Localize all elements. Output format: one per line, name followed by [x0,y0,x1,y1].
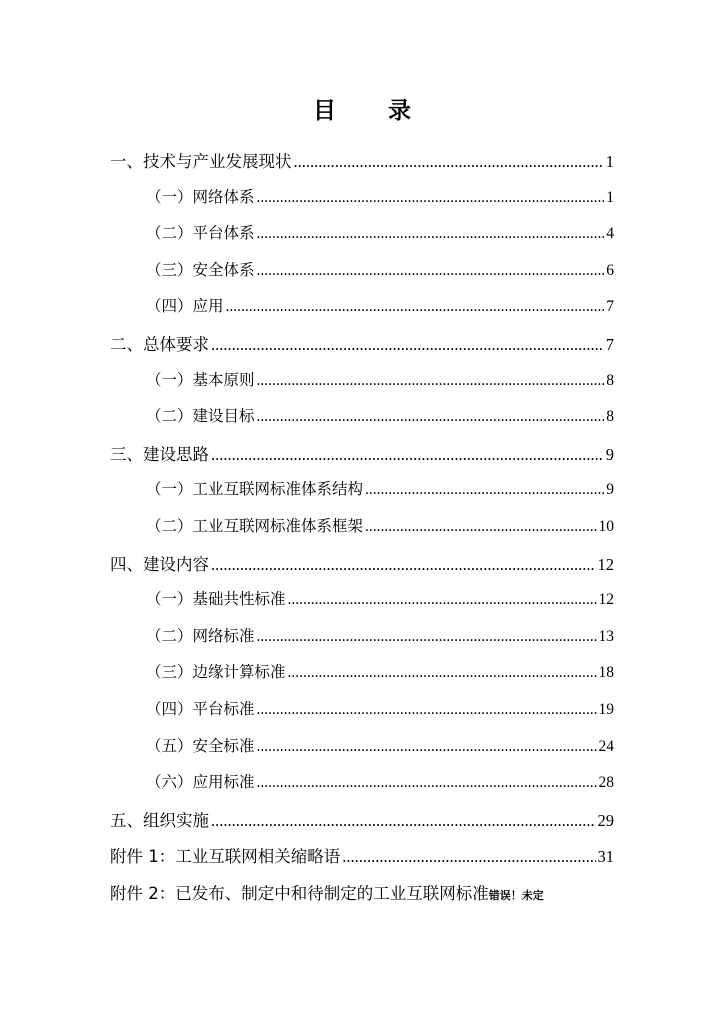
toc-page-number: 12 [598,591,614,609]
toc-dot-leader [288,663,597,682]
toc-entry[interactable] [110,807,614,844]
toc-entry-label: （一）基本原则 [146,370,255,389]
toc-page-number: 7 [605,334,614,354]
toc-page-number: 31 [597,847,614,867]
toc-dot-leader [257,224,605,243]
toc-dot-leader [257,371,605,390]
toc-entry[interactable] [110,294,614,331]
toc-dot-leader [342,847,595,867]
toc-entry[interactable] [110,660,614,697]
toc-entry[interactable] [110,770,614,807]
toc-dot-leader [257,737,597,756]
toc-entry[interactable] [110,258,614,295]
toc-dot-leader [211,555,596,575]
toc-page-number: 13 [598,627,614,645]
toc-entry-label: 五、组织实施 [110,810,209,830]
toc-dot-leader [211,811,596,831]
toc-entry[interactable] [110,734,614,771]
toc-entry-label: （二）网络标准 [146,626,255,645]
toc-dot-leader [211,335,604,355]
toc-entry-label: （二）平台体系 [146,224,255,243]
toc-page-number: 1 [605,152,614,171]
toc-dot-leader [257,407,605,426]
toc-page-number: 8 [606,408,614,426]
toc-entry-label: （五）安全标准 [146,736,255,755]
toc-entry-label: （一）基础共性标准 [146,590,286,609]
toc-entry-label: （二）建设目标 [146,407,255,426]
toc-page-number: 24 [598,737,614,755]
toc-entry[interactable] [110,368,614,405]
toc-dot-leader [257,627,597,646]
toc-dot-leader [288,590,597,609]
toc-page-number: 1 [606,188,614,206]
toc-entry[interactable] [110,624,614,661]
page-title: 目 录 [312,98,433,124]
toc-page-number: 29 [597,810,614,830]
toc-entry-label: （一）网络体系 [146,187,255,206]
toc-page-number: 18 [598,664,614,682]
toc-dot-leader [257,188,605,207]
toc-entry[interactable] [110,843,614,880]
toc-entry[interactable] [110,404,614,441]
toc-entry[interactable] [110,477,614,514]
toc-dot-leader [365,480,604,499]
toc-dot-leader [257,700,597,719]
toc-entry-label: 三、建设思路 [110,444,209,464]
toc-entry-label: （四）平台标准 [146,699,255,718]
toc-entry[interactable] [110,697,614,734]
toc-entry[interactable] [110,221,614,258]
toc-page-number: 9 [606,481,614,499]
toc-entry-label: （六）应用标准 [146,773,255,792]
toc-entry[interactable] [110,441,614,478]
toc-page-number: 19 [598,700,614,718]
toc-page-number: 7 [606,298,614,316]
toc-entry-label: （四）应用 [146,297,224,316]
toc-entry-label: 二、总体要求 [110,334,209,354]
toc-dot-leader [365,517,596,536]
toc-page-number: 12 [597,554,614,574]
toc-dot-leader [257,261,605,280]
toc-entry-label: 一、技术与产业发展现状 [110,152,292,171]
toc-entry[interactable] [110,551,614,588]
toc-entry-label: 四、建设内容 [110,554,209,574]
toc-entry[interactable] [110,185,614,222]
toc-entry-label: （三）安全体系 [146,260,255,279]
toc-entry-label: 附件 2：已发布、制定中和待制定的工业互联网标准 [110,883,489,903]
toc-entry-label: 附件 1：工业互联网相关缩略语 [110,847,341,867]
toc-dot-leader [226,297,605,316]
toc-error-text: 错误！未定 [488,888,544,902]
toc-entry[interactable] [110,514,614,551]
toc-entry-label: （二）工业互联网标准体系框架 [146,516,364,535]
toc-entry[interactable] [110,331,614,368]
toc-dot-leader [257,773,597,792]
toc-entry-appendix-2[interactable] [110,880,614,917]
toc-entry[interactable] [110,148,614,185]
table-of-contents [110,148,614,916]
toc-page-number: 28 [598,774,614,792]
toc-page-number: 8 [606,371,614,389]
toc-page-number: 9 [605,444,614,464]
toc-page-number: 10 [598,517,614,535]
toc-page-number: 6 [606,261,614,279]
toc-entry-label: （三）边缘计算标准 [146,663,286,682]
toc-dot-leader [211,445,604,465]
toc-dot-leader [294,152,604,172]
toc-entry-label: （一）工业互联网标准体系结构 [146,480,364,499]
toc-page-number: 4 [606,225,614,243]
toc-entry[interactable] [110,587,614,624]
